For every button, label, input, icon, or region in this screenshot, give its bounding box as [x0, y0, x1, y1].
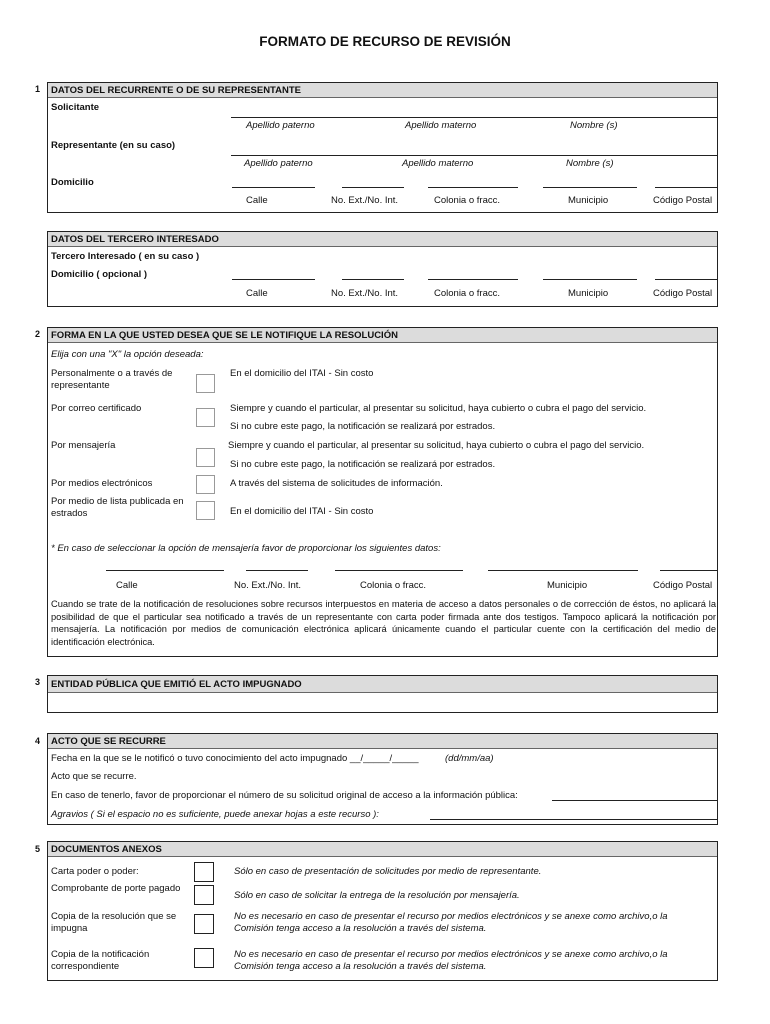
doc-copia-resolucion-desc: No es necesario en caso de presentar el recurso por medios electrónicos y se anexe como archivo,o la Comisión tenga acceso a la resolución a través del sistema. — [234, 911, 668, 934]
doc-comprobante-desc: Sólo en caso de solicitar la entrega de la resolución por mensajería. — [234, 890, 520, 901]
tercero-cp-field[interactable] — [655, 279, 717, 280]
tercero-cp-caption: Código Postal — [653, 288, 713, 299]
option-personal-checkbox[interactable] — [196, 374, 215, 393]
representante-apellido-paterno-caption: Apellido paterno — [244, 158, 313, 169]
mensajeria-municipio-caption: Municipio — [547, 580, 588, 591]
tercero-colonia-field[interactable] — [428, 279, 518, 280]
representante-apellido-materno-caption: Apellido materno — [402, 158, 474, 169]
mensajeria-numero-field[interactable] — [246, 570, 308, 571]
doc-comprobante-label: Comprobante de porte pagado — [51, 883, 181, 894]
solicitante-apellido-materno-caption: Apellido materno — [405, 120, 477, 131]
mensajeria-municipio-field[interactable] — [488, 570, 638, 571]
mensajeria-note: * En caso de seleccionar la opción de mensajería favor de proporcionar los siguientes datos: — [51, 543, 441, 554]
section-1-box — [47, 82, 718, 213]
option-mensajeria-label: Por mensajería — [51, 440, 116, 451]
doc-comprobante-checkbox[interactable] — [194, 885, 214, 905]
section-number-1: 1 — [35, 84, 41, 94]
section-5-header: DOCUMENTOS ANEXOS — [48, 842, 717, 857]
doc-copia-notificacion-label: Copia de la notificación correspondiente — [51, 949, 150, 972]
domicilio-numero-field[interactable] — [342, 187, 404, 188]
section-4-box — [47, 733, 718, 825]
option-correo-label: Por correo certificado — [51, 403, 142, 414]
doc-copia-notificacion-checkbox[interactable] — [194, 948, 214, 968]
option-estrados-label: Por medio de lista publicada en estrados — [51, 496, 184, 519]
solicitante-label: Solicitante — [51, 102, 100, 113]
agravios-label: Agravios ( Si el espacio no es suficiente, puede anexar hojas a este recurso ): — [51, 809, 379, 820]
mensajeria-calle-field[interactable] — [106, 570, 224, 571]
tercero-domicilio-label: Domicilio ( opcional ) — [51, 269, 148, 280]
section-3-header: ENTIDAD PÚBLICA QUE EMITIÓ EL ACTO IMPUGNADO — [48, 676, 717, 693]
tercero-label: Tercero Interesado ( en su caso ) — [51, 251, 200, 262]
solicitante-apellido-paterno-caption: Apellido paterno — [246, 120, 315, 131]
doc-copia-notificacion-desc: No es necesario en caso de presentar el recurso por medios electrónicos y se anexe como archivo,o la Comisión tenga acceso a la resolución a través del sistema. — [234, 949, 668, 972]
tercero-municipio-field[interactable] — [543, 279, 637, 280]
option-mensajeria-checkbox[interactable] — [196, 448, 215, 467]
option-correo-desc-2: Si no cubre este pago, la notificación se realizará por estrados. — [230, 421, 496, 432]
domicilio-cp-caption: Código Postal — [653, 195, 713, 206]
representante-label: Representante (en su caso) — [51, 140, 176, 151]
section-2-box — [47, 327, 718, 657]
mensajeria-calle-caption: Calle — [116, 580, 138, 591]
doc-copia-resolucion-label: Copia de la resolución que se impugna — [51, 911, 177, 934]
mensajeria-cp-field[interactable] — [660, 570, 717, 571]
domicilio-municipio-caption: Municipio — [568, 195, 609, 206]
doc-carta-poder-checkbox[interactable] — [194, 862, 214, 882]
section-1-header: DATOS DEL RECURRENTE O DE SU REPRESENTANTE — [48, 83, 717, 98]
representante-nombre-caption: Nombre (s) — [566, 158, 614, 169]
option-estrados-desc: En el domicilio del ITAI - Sin costo — [230, 506, 374, 517]
option-personal-desc: En el domicilio del ITAI - Sin costo — [230, 368, 374, 379]
tercero-interesado-header: DATOS DEL TERCERO INTERESADO — [48, 232, 717, 247]
fecha-notificacion-label: Fecha en la que se le notificó o tuvo conocimiento del acto impugnado __/_____/_____ — [51, 753, 419, 764]
domicilio-numero-caption: No. Ext./No. Int. — [331, 195, 399, 206]
fecha-format-hint: (dd/mm/aa) — [445, 753, 494, 764]
option-electronicos-label: Por medios electrónicos — [51, 478, 153, 489]
section-number-2: 2 — [35, 329, 41, 339]
tercero-numero-field[interactable] — [342, 279, 404, 280]
form-title: FORMATO DE RECURSO DE REVISIÓN — [259, 34, 511, 49]
option-mensajeria-desc-2: Si no cubre este pago, la notificación se realizará por estrados. — [230, 459, 496, 470]
tercero-calle-field[interactable] — [232, 279, 315, 280]
domicilio-municipio-field[interactable] — [543, 187, 637, 188]
solicitante-nombre-caption: Nombre (s) — [570, 120, 618, 131]
acto-recurre-label: Acto que se recurre. — [51, 771, 137, 782]
domicilio-calle-caption: Calle — [246, 195, 268, 206]
solicitante-field[interactable] — [231, 117, 717, 118]
option-electronicos-checkbox[interactable] — [196, 475, 215, 494]
numero-solicitud-label: En caso de tenerlo, favor de proporcionar el número de su solicitud original de acceso a la información pública: — [51, 790, 518, 801]
option-electronicos-desc: A través del sistema de solicitudes de información. — [230, 478, 443, 489]
section-2-header: FORMA EN LA QUE USTED DESEA QUE SE LE NOTIFIQUE LA RESOLUCIÓN — [48, 328, 717, 343]
section-3-box — [47, 675, 718, 713]
option-mensajeria-desc-1: Siempre y cuando el particular, al presentar su solicitud, haya cubierto o cubra el pago del servicio. — [228, 440, 645, 451]
section-number-3: 3 — [35, 677, 41, 687]
option-personal-label: Personalmente o a través de representante — [51, 368, 173, 391]
domicilio-colonia-caption: Colonia o fracc. — [434, 195, 501, 206]
doc-copia-resolucion-checkbox[interactable] — [194, 914, 214, 934]
section-number-4: 4 — [35, 736, 41, 746]
tercero-calle-caption: Calle — [246, 288, 268, 299]
notification-disclaimer: Cuando se trate de la notificación de resoluciones sobre recursos interpuestos en materia de acceso a datos personales o de corrección de éstos, no aplicará la posibilidad de que el particular sea notificado a través de un representante con carta poder firmada ante dos testigos. Tampoco aplicará la notificación por mensajería. La notificación por medios de comunicación electrónica aplicará únicamente cuando el particular cuente con la certificación del medio de identificación electrónica. — [51, 599, 716, 647]
domicilio-cp-field[interactable] — [655, 187, 717, 188]
domicilio-colonia-field[interactable] — [428, 187, 518, 188]
mensajeria-cp-caption: Código Postal — [653, 580, 713, 591]
doc-carta-poder-label: Carta poder o poder: — [51, 866, 139, 877]
mensajeria-colonia-field[interactable] — [335, 570, 463, 571]
domicilio-label: Domicilio — [51, 177, 94, 188]
representante-field[interactable] — [231, 155, 717, 156]
domicilio-calle-field[interactable] — [232, 187, 315, 188]
tercero-colonia-caption: Colonia o fracc. — [434, 288, 501, 299]
entidad-publica-field[interactable] — [48, 693, 717, 712]
section-5-box — [47, 841, 718, 981]
agravios-field[interactable] — [430, 819, 717, 820]
tercero-municipio-caption: Municipio — [568, 288, 609, 299]
section-number-5: 5 — [35, 844, 41, 854]
doc-carta-poder-desc: Sólo en caso de presentación de solicitudes por medio de representante. — [234, 866, 542, 877]
option-correo-desc-1: Siempre y cuando el particular, al presentar su solicitud, haya cubierto o cubra el pago del servicio. — [230, 403, 647, 414]
option-correo-checkbox[interactable] — [196, 408, 215, 427]
section-4-header: ACTO QUE SE RECURRE — [48, 734, 717, 749]
mensajeria-colonia-caption: Colonia o fracc. — [360, 580, 427, 591]
option-estrados-checkbox[interactable] — [196, 501, 215, 520]
tercero-interesado-box — [47, 231, 718, 307]
mensajeria-numero-caption: No. Ext./No. Int. — [234, 580, 302, 591]
notification-instruction: Elija con una "X" la opción deseada: — [51, 349, 204, 360]
tercero-numero-caption: No. Ext./No. Int. — [331, 288, 399, 299]
numero-solicitud-field[interactable] — [552, 800, 717, 801]
